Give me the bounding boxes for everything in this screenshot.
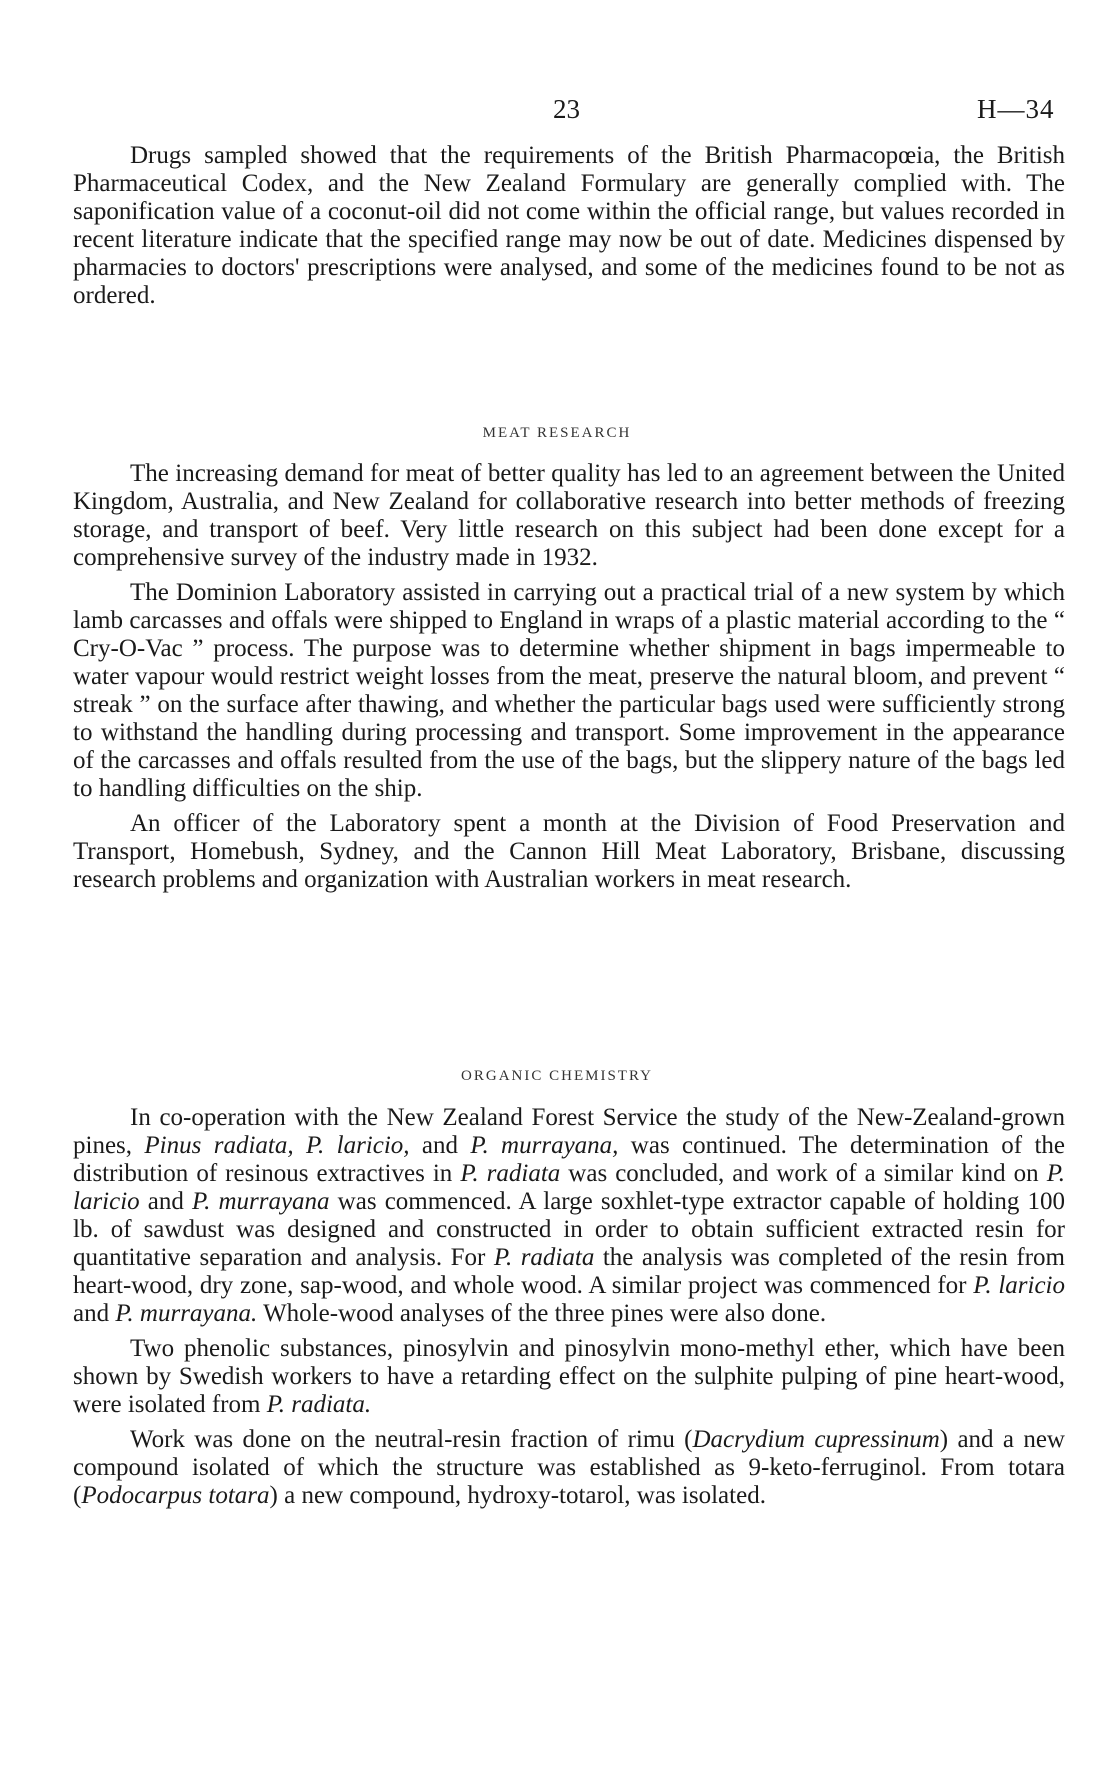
- section-heading-meat-research: MEAT RESEARCH: [482, 425, 632, 441]
- page-number: 23: [553, 94, 580, 124]
- page-header: [0, 94, 1114, 128]
- section-heading-organic-chemistry: ORGANIC CHEMISTRY: [461, 1068, 653, 1084]
- paragraph: The increasing demand for meat of better quality has led to an agreement between the United Kingdom, Australia, and New Zealand for collaborative research into better methods of freezing storage, and transport of beef. Very little research on this subject had been done except for a comprehensive survey of the industry made in 1932.: [73, 460, 1065, 571]
- paragraph: Two phenolic substances, pinosylvin and pinosylvin mono-methyl ether, which have been shown by Swedish workers to have a retarding effect on the sulphite pulping of pine heart-wood, were isolated from P. radiata.: [73, 1335, 1065, 1418]
- organic-chemistry-section: [73, 1104, 1065, 1510]
- document-reference: H—34: [977, 94, 1055, 124]
- paragraph: The Dominion Laboratory assisted in carrying out a practical trial of a new system by which lamb carcasses and offals were shipped to England in wraps of a plastic material according to the “ Cry-O-Vac ” process. The purpose was to determine whether shipment in bags impermeable to water vapour would restrict weight losses from the meat, preserve the natural bloom, and prevent “ streak ” on the surface after thawing, and whether the particular bags used were sufficiently strong to withstand the handling during processing and transport. Some improvement in the appearance of the carcasses and offals resulted from the use of the bags, but the slippery nature of the bags led to handling difficulties on the ship.: [73, 579, 1065, 802]
- meat-research-section: [73, 460, 1065, 894]
- paragraph: An officer of the Laboratory spent a month at the Division of Food Preservation and Transport, Homebush, Sydney, and the Cannon Hill Meat Laboratory, Brisbane, discussing research problems and organization with Australian workers in meat research.: [73, 810, 1065, 893]
- intro-section: [73, 142, 1065, 310]
- paragraph: Work was done on the neutral-resin fraction of rimu (Dacrydium cupressinum) and a new compound isolated of which the structure was established as 9-keto-ferruginol. From totara (Podocarpus totara) a new compound, hydroxy-totarol, was isolated.: [73, 1426, 1065, 1509]
- paragraph: In co-operation with the New Zealand Forest Service the study of the New-Zealand-grown pines, Pinus radiata, P. laricio, and P. murrayana, was continued. The determination of the distribution of resinous extractives in P. radiata was concluded, and work of a similar kind on P. laricio and P. murrayana was commenced. A large soxhlet-type extractor capable of holding 100 lb. of sawdust was designed and constructed in order to obtain sufficient extracted resin for quantitative separation and analysis. For P. radiata the analysis was completed of the resin from heart-wood, dry zone, sap-wood, and whole wood. A similar project was commenced for P. laricio and P. murrayana. Whole-wood analyses of the three pines were also done.: [73, 1104, 1066, 1327]
- paragraph: Drugs sampled showed that the requirements of the British Pharmacopœia, the British Pharmaceutical Codex, and the New Zealand Formulary are generally complied with. The saponification value of a coconut-oil did not come within the official range, but values recorded in recent literature indicate that the specified range may now be out of date. Medicines dispensed by pharmacies to doctors' prescriptions were analysed, and some of the medicines found to be not as ordered.: [73, 142, 1065, 309]
